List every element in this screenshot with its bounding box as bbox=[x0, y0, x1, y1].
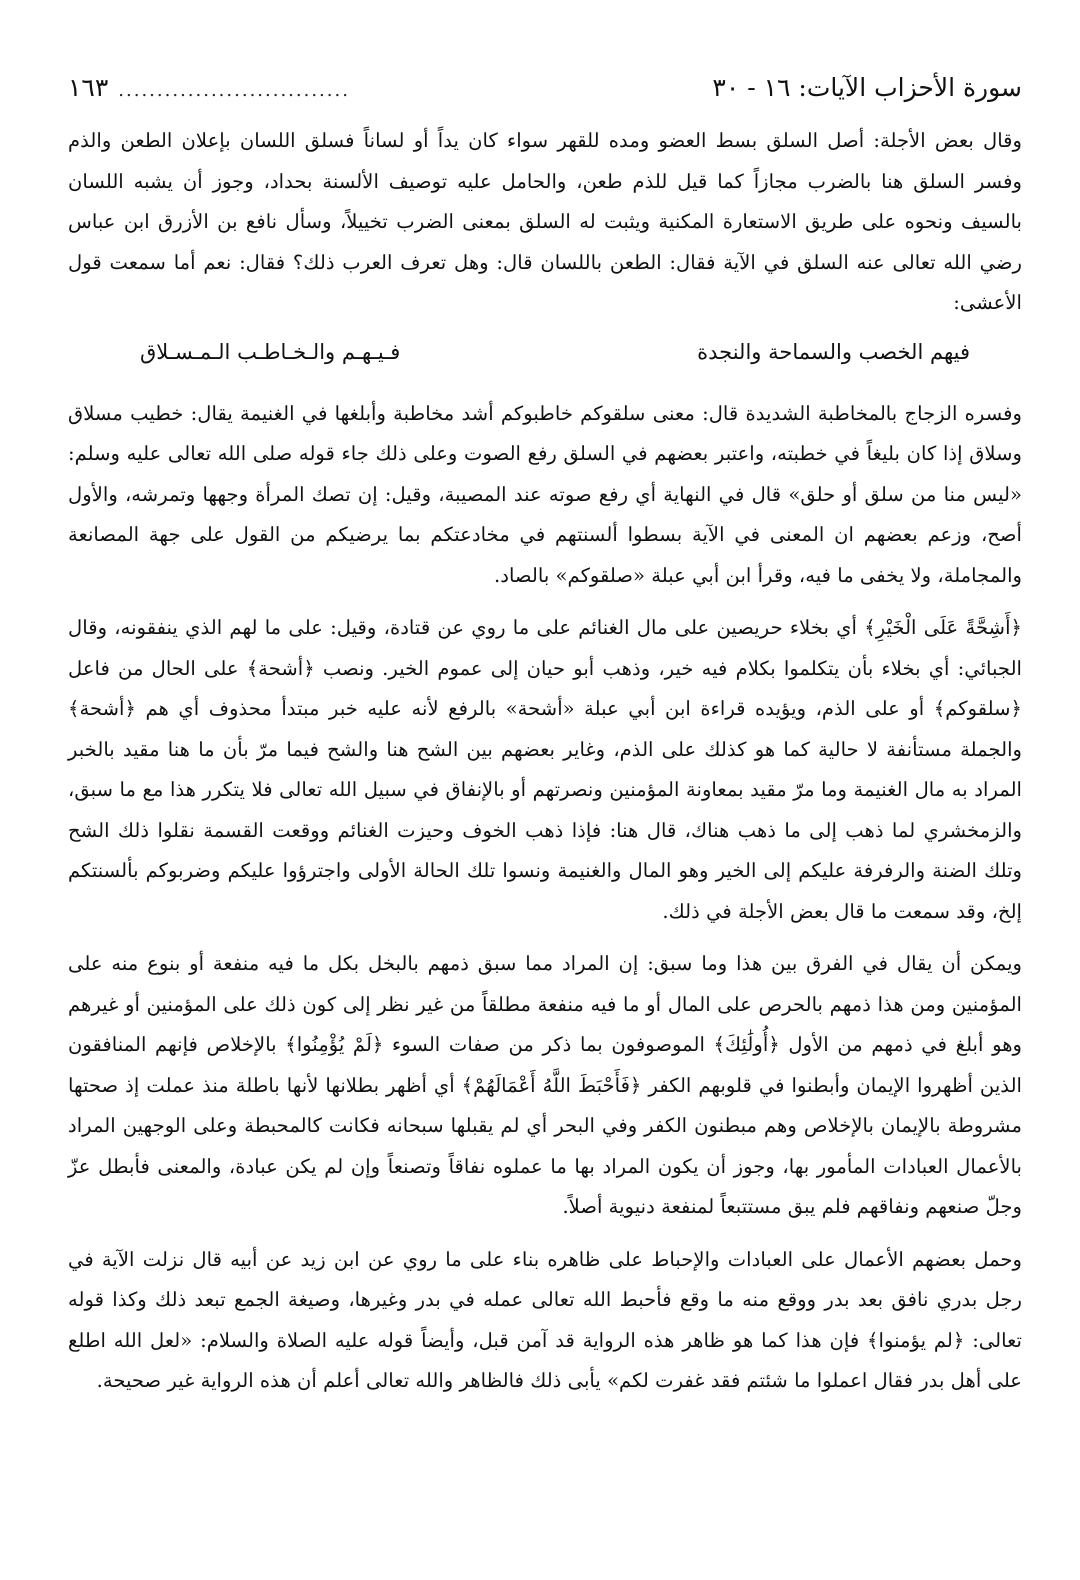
verse-hemistich-2: فـيـهـم والـخـاطـب الـمـسـلاق bbox=[140, 339, 401, 364]
dot-leader: .............................. bbox=[118, 80, 350, 101]
verse-hemistich-1: فيهم الخصب والسماحة والنجدة bbox=[697, 339, 970, 364]
chapter-title: سورة الأحزاب الآيات: ١٦ - ٣٠ bbox=[712, 73, 1022, 102]
paragraph-2: وفسره الزجاج بالمخاطبة الشديدة قال: معنى سلقوكم خاطبوكم أشد مخاطبة وأبلغها في الغنيمة يقال: خطيب مسلاق وسلاق إذا كان بليغاً في خطبته، واعتبر بعضهم في السلق رفع الصوت وعلى ذلك جاء قوله صلى الله تعالى عليه وسلم: «ليس منا من سلق أو حلق» قال في النهاية أي رفع صوته عند المصيبة، وقيل: إن تصك المرأة وجهها وتمرشه، والأول أصح، وزعم بعضهم ان المعنى في الآية بسطوا ألسنتهم في مخادعتكم بما يرضيكم من القول على جهة المصانعة والمجاملة، ولا يخفى ما فيه، وقرأ ابن أبي عبلة «صلقوكم» بالصاد. bbox=[68, 401, 1022, 587]
paragraph-5: وحمل بعضهم الأعمال على العبادات والإحباط على ظاهره بناء على ما روي عن ابن زيد عن أبيه قال نزلت الآية في رجل بدري نافق بعد بدر ووقع منه ما وقع فأحبط الله تعالى عمله في بدر وغيرها، وصيغة الجمع تبعد ذلك وكذا قوله تعالى: ﴿لم يؤمنوا﴾ فإن هذا كما هو ظاهر هذه الرواية قد آمن قبل، وأيضاً قوله عليه الصلاة والسلام: «لعل الله اطلع على أهل بدر فقال اعملوا ما شئتم فقد غفرت لكم» يأبى ذلك فالظاهر والله تعالى أعلم أن هذه الرواية غير صحيحة. bbox=[68, 1247, 1022, 1392]
paragraph-1: وقال بعض الأجلة: أصل السلق بسط العضو ومده للقهر سواء كان يداً أو لساناً فسلق اللسان بإعلان الطعن والذم وفسر السلق هنا بالضرب مجازاً كما قيل للذم طعن، والحامل عليه توصيف الألسنة بحداد، وجوز أن يشبه اللسان بالسيف ونحوه على طريق الاستعارة المكنية ويثبت له السلق بمعنى الضرب تخييلاً، وسأل نافع بن الأزرق ابن عباس رضي الله تعالى عنه السلق في الآية فقال: الطعن باللسان قال: وهل تعرف العرب ذلك؟ فقال: نعم أما سمعت قول الأعشى: bbox=[68, 129, 1022, 314]
poetry-verse bbox=[68, 332, 1022, 372]
page-number: ١٦٣ bbox=[68, 73, 109, 102]
running-header bbox=[68, 72, 1022, 107]
paragraph-4: ويمكن أن يقال في الفرق بين هذا وما سبق: إن المراد مما سبق ذمهم بالبخل بكل ما فيه منفعة أو بنوع منه على المؤمنين ومن هذا ذمهم بالحرص على المال أو ما فيه منفعة مطلقاً من غير نظر إلى كون ذلك على المؤمنين أو غيرهم وهو أبلغ في ذمهم من الأول ﴿أُولَٰئِكَ﴾ الموصوفون بما ذكر من صفات السوء ﴿لَمْ يُؤْمِنُوا﴾ بالإخلاص فإنهم المنافقون الذين أظهروا الإيمان وأبطنوا في قلوبهم الكفر ﴿فَأَحْبَطَ اللَّهُ أَعْمَالَهُمْ﴾ أي أظهر بطلانها لأنها باطلة منذ عملت إذ صحتها مشروطة بالإيمان بالإخلاص وهم مبطنون الكفر وفي البحر أي لم يقبلها سبحانه فكانت كالمحبطة وعلى الوجهين المراد بالأعمال العبادات المأمور بها، وجوز أن يكون المراد بها ما عملوه نفاقاً وتصنعاً وإن لم يكن عبادة، والمعنى فأبطل عزّ وجلّ صنعهم ونفاقهم فلم يبق مستتبعاً لمنفعة دنيوية أصلاً. bbox=[68, 952, 1022, 1218]
paragraph-3: ﴿أَشِحَّةً عَلَى الْخَيْرِ﴾ أي بخلاء حريصين على مال الغنائم على ما روي عن قتادة، وقيل: على ما لهم الذي ينفقونه، وقال الجبائي: أي بخلاء بأن يتكلموا بكلام فيه خير، وذهب أبو حيان إلى عموم الخير. ونصب ﴿أشحة﴾ على الحال من فاعل ﴿سلقوكم﴾ أو على الذم، ويؤيده قراءة ابن أبي عبلة «أشحة» بالرفع لأنه عليه خبر مبتدأ محذوف أي هم ﴿أشحة﴾ والجملة مستأنفة لا حالية كما هو كذلك على الذم، وغاير بعضهم بين الشح هنا والشح فيما مرّ بأن ما هنا مقيد بالخبر المراد به مال الغنيمة وما مرّ مقيد بمعاونة المؤمنين ونصرتهم أو بالإنفاق في سبيل الله تعالى فلا يتكرر هذا مع ما سبق، والزمخشري لما ذهب إلى ما ذهب هناك، قال هنا: فإذا ذهب الخوف وحيزت الغنائم ووقعت القسمة نقلوا ذلك الشح وتلك الضنة والرفرفة عليكم إلى الخير وهو المال والغنيمة ونسوا تلك الحالة الأولى واجترؤوا عليكم وضربوكم بألسنتكم إلخ، وقد سمعت ما قال بعض الأجلة في ذلك. bbox=[68, 616, 1022, 923]
